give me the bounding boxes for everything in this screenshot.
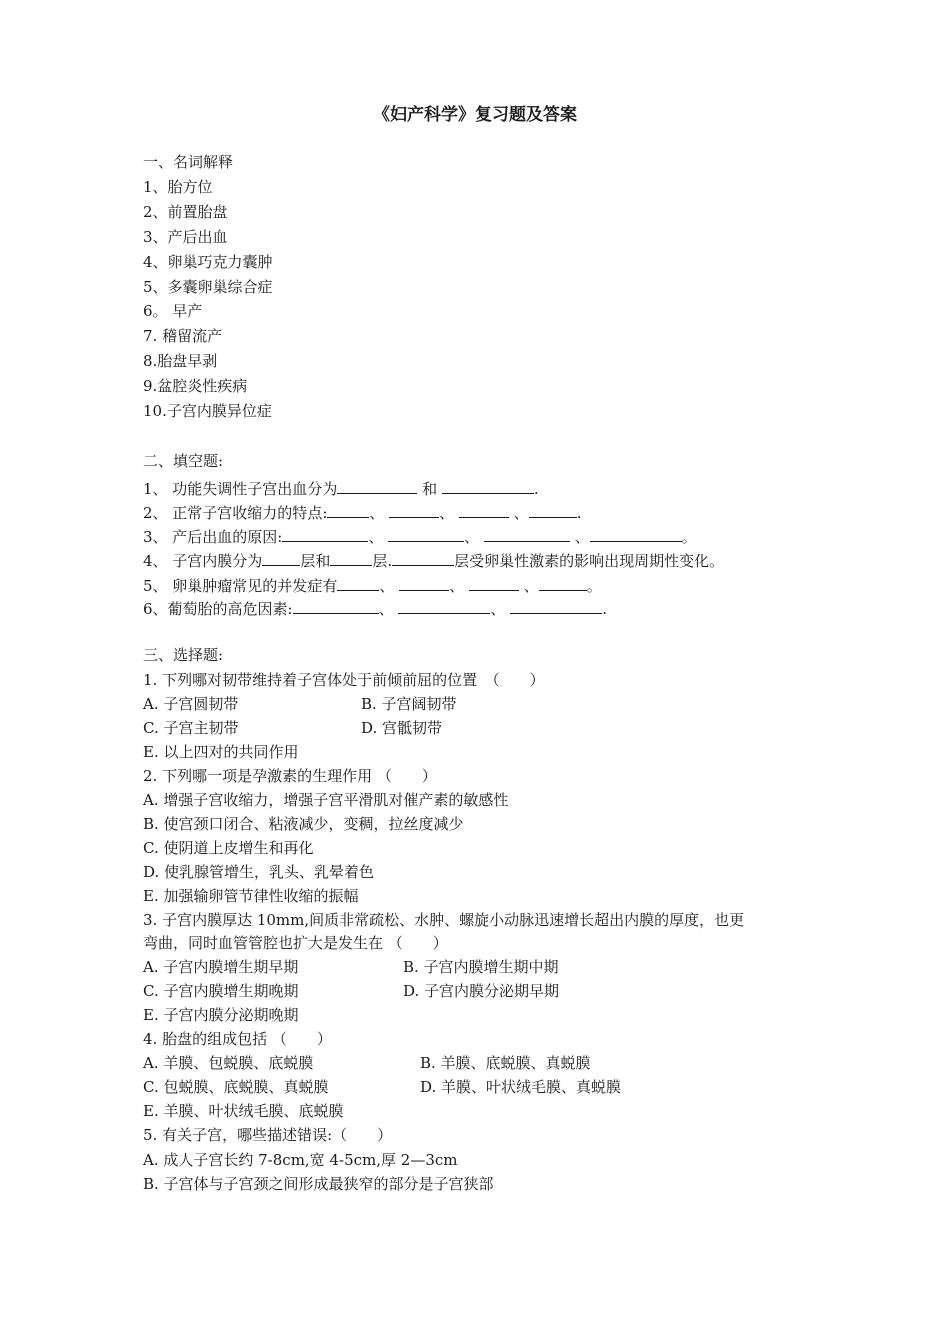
answer-blank[interactable] [398,600,490,614]
answer-blank[interactable] [262,552,300,566]
answer-blank[interactable] [337,480,417,494]
answer-blank[interactable] [510,600,602,614]
answer-blank[interactable] [330,552,372,566]
option-d[interactable]: D. 羊膜、叶状绒毛膜、真蜕膜 [420,1078,622,1096]
section3-heading: 三、选择题: [143,646,224,664]
answer-blank[interactable] [282,528,368,542]
option-row [143,958,559,976]
option-row [143,695,457,713]
option-row [143,982,560,1000]
section2-heading: 二、填空题: [143,452,224,470]
answer-blank[interactable] [399,577,449,591]
answer-blank[interactable] [590,528,682,542]
option-b[interactable]: B. 子宫阔韧带 [361,695,457,713]
term-item: 4、卵巢巧克力囊肿 [143,253,273,271]
option-e[interactable]: E. 子宫内膜分泌期晚期 [143,1006,299,1024]
answer-blank[interactable] [529,504,577,518]
option-c[interactable]: C. 子宫主韧带 [143,719,239,737]
option-d[interactable]: D. 使乳腺管增生，乳头、乳晕着色 [143,863,375,881]
answer-blank[interactable] [293,600,379,614]
option-a[interactable]: A. 成人子宫长约 7-8cm,宽 4-5cm,厚 2—3cm [143,1151,458,1169]
fill-question-4: 4、 子宫内膜分为 层和 层. 层受卵巢性激素的影响出现周期性变化。 [143,552,725,570]
option-a[interactable]: A. 羊膜、包蜕膜、底蜕膜 [143,1054,314,1072]
option-b[interactable]: B. 子宫内膜增生期中期 [403,958,559,976]
option-a[interactable]: A. 增强子宫收缩力，增强子宫平滑肌对催产素的敏感性 [143,791,509,809]
answer-blank[interactable] [459,504,509,518]
answer-blank[interactable] [392,552,454,566]
term-item: 3、产后出血 [143,228,228,246]
page-title: 《妇产科学》复习题及答案 [373,105,577,125]
fill-question-2: 2、 正常子宫收缩力的特点: 、 、 、 . [143,504,582,522]
answer-blank[interactable] [539,577,587,591]
question-stem-continued: 弯曲，同时血管管腔也扩大是发生在 （ ） [143,934,448,952]
fill-question-6: 6、葡萄胎的高危因素: 、 、 . [143,600,607,618]
answer-blank[interactable] [442,480,534,494]
term-item: 1、胎方位 [143,178,213,196]
section1-heading: 一、名词解释 [143,153,234,171]
option-c[interactable]: C. 子宫内膜增生期晚期 [143,982,299,1000]
question-stem: 2. 下列哪一项是孕激素的生理作用 （ ） [143,767,437,785]
term-item: 6。 早产 [143,302,203,320]
answer-blank[interactable] [337,577,379,591]
answer-blank[interactable] [388,528,464,542]
option-d[interactable]: D. 宫骶韧带 [361,719,443,737]
option-e[interactable]: E. 加强输卵管节律性收缩的振幅 [143,887,359,905]
term-item: 8.胎盘早剥 [143,352,218,370]
term-item: 7. 稽留流产 [143,327,223,345]
fill-question-1: 1、 功能失调性子宫出血分为 和 . [143,480,539,498]
option-c[interactable]: C. 使阴道上皮增生和再化 [143,839,314,857]
option-d[interactable]: D. 子宫内膜分泌期早期 [403,982,560,1000]
option-row [143,1078,622,1096]
term-item: 10.子宫内膜异位症 [143,402,272,420]
answer-blank[interactable] [327,504,369,518]
fill-question-5: 5、 卵巢肿瘤常见的并发症有 、 、 、 。 [143,577,602,595]
option-e[interactable]: E. 羊膜、叶状绒毛膜、底蜕膜 [143,1102,344,1120]
option-b[interactable]: B. 羊膜、底蜕膜、真蜕膜 [420,1054,591,1072]
option-e[interactable]: E. 以上四对的共同作用 [143,743,299,761]
option-a[interactable]: A. 子宫内膜增生期早期 [143,958,299,976]
option-b[interactable]: B. 子宫体与子宫颈之间形成最狭窄的部分是子宫狭部 [143,1175,494,1193]
option-a[interactable]: A. 子宫圆韧带 [143,695,239,713]
term-item: 5、多囊卵巢综合症 [143,278,273,296]
option-row [143,719,443,737]
fill-question-3: 3、 产后出血的原因: 、 、 、 。 [143,528,697,546]
term-item: 2、前置胎盘 [143,203,228,221]
option-row [143,1054,591,1072]
term-item: 9.盆腔炎性疾病 [143,377,248,395]
question-stem: 1. 下列哪对韧带维持着子宫体处于前倾前屈的位置 （ ） [143,671,545,689]
option-c[interactable]: C. 包蜕膜、底蜕膜、真蜕膜 [143,1078,329,1096]
question-stem: 4. 胎盘的组成包括 （ ） [143,1030,332,1048]
answer-blank[interactable] [484,528,570,542]
answer-blank[interactable] [389,504,439,518]
question-stem: 5. 有关子宫，哪些描述错误:（ ） [143,1126,393,1144]
answer-blank[interactable] [469,577,519,591]
question-stem: 3. 子宫内膜厚达 10mm,间质非常疏松、水肿、螺旋小动脉迅速增长超出内膜的厚度，也更 [143,911,745,929]
option-b[interactable]: B. 使宫颈口闭合、粘液减少，变稠，拉丝度减少 [143,815,464,833]
